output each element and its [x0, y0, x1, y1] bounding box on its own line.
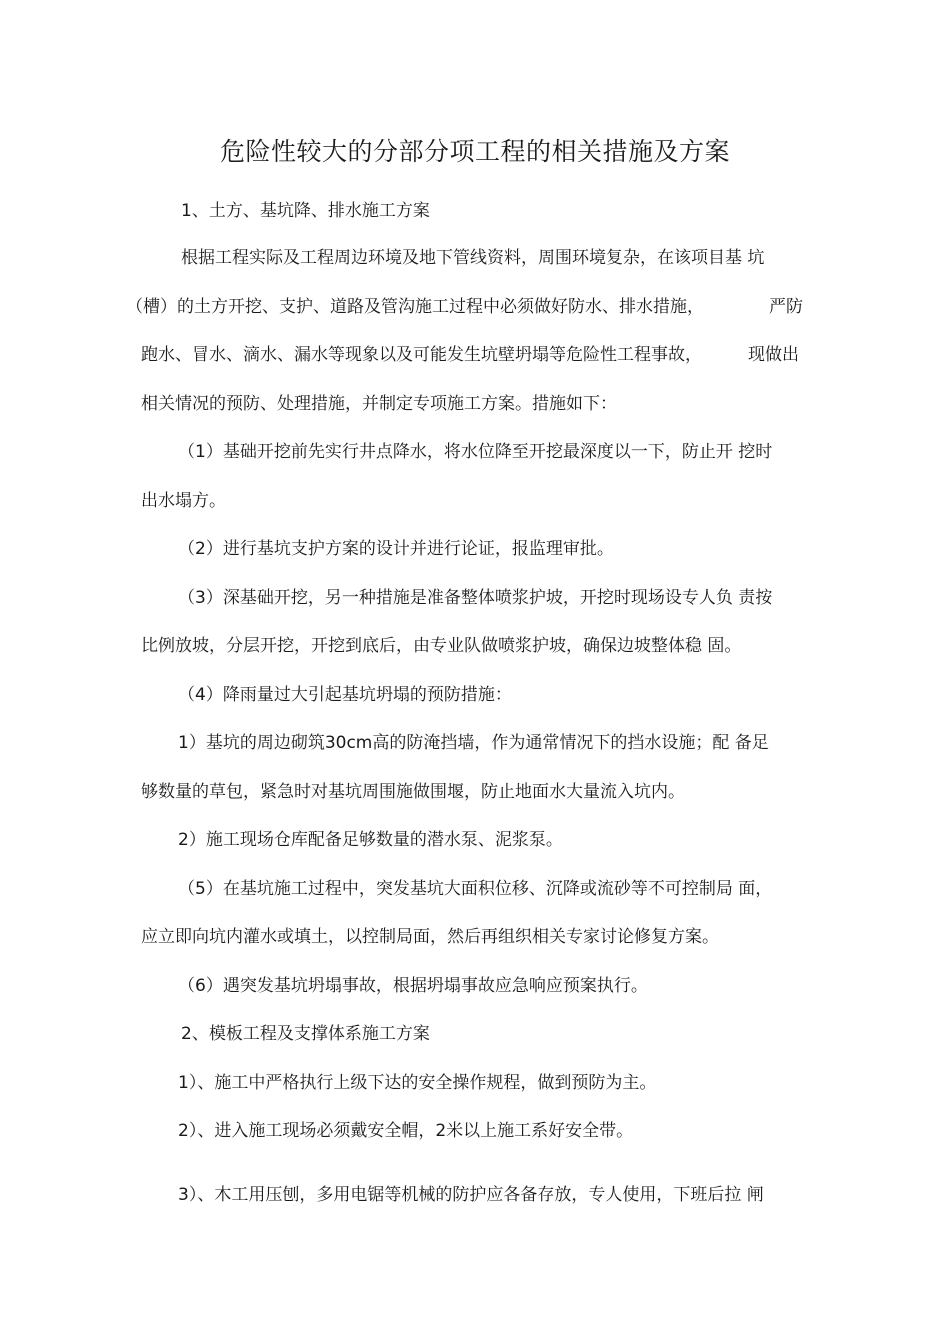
text-line: （6）遇突发基坑坍塌事故，根据坍塌事故应急响应预案执行。 [178, 976, 648, 996]
text-line: 够数量的草包，紧急时对基坑周围施做围堰，防止地面水大量流入坑内。 [141, 782, 685, 802]
section-heading [0, 1019, 950, 1049]
paragraph-line [0, 534, 950, 564]
text-line: （2）进行基坑支护方案的设计并进行论证，报监理审批。 [178, 539, 614, 559]
paragraph-line [0, 243, 950, 273]
paragraph-line [0, 437, 950, 467]
text-line: 比例放坡，分层开挖，开挖到底后，由专业队做喷浆护坡，确保边坡整体稳 固。 [141, 636, 742, 656]
text-line: （5）在基坑施工过程中，突发基坑大面积位移、沉降或流砂等不可控制局 面， [178, 879, 773, 899]
document-title: 危险性较大的分部分项工程的相关措施及方案 [219, 137, 730, 166]
paragraph-line [0, 728, 950, 758]
paragraph-line [0, 486, 950, 516]
paragraph-line [0, 922, 950, 952]
paragraph-line [0, 340, 950, 370]
paragraph-line [0, 1180, 950, 1210]
text-line: 出水塌方。 [141, 491, 226, 511]
paragraph-line [0, 825, 950, 855]
text-line: 2）、进入施工现场必须戴安全帽，2米以上施工系好安全带。 [178, 1121, 634, 1141]
text-line: 相关情况的预防、处理措施，并制定专项施工方案。措施如下： [141, 394, 617, 414]
text-line: （4）降雨量过大引起基坑坍塌的预防措施： [178, 685, 512, 705]
paragraph-line [0, 389, 950, 419]
text-line: 跑水、冒水、滴水、漏水等现象以及可能发生坑壁坍塌等危险性工程事故， [141, 345, 702, 365]
paragraph-line [0, 1116, 950, 1146]
text-line: 3）、木工用压刨，多用电锯等机械的防护应各备存放，专人使用，下班后拉 闸 [178, 1185, 764, 1205]
paragraph-line [0, 777, 950, 807]
text-line: 根据工程实际及工程周边环境及地下管线资料，周围环境复杂，在该项目基 坑 [181, 248, 765, 268]
paragraph-line [0, 631, 950, 661]
paragraph-line [0, 680, 950, 710]
text-line: （槽）的土方开挖、支护、道路及管沟施工过程中必须做好防水、排水措施， [126, 297, 704, 317]
paragraph-line [0, 583, 950, 613]
paragraph-line [0, 874, 950, 904]
paragraph-line [0, 1068, 950, 1098]
section-heading [0, 196, 950, 226]
text-line: （1）基础开挖前先实行井点降水，将水位降至开挖最深度以一下，防止开 挖时 [178, 442, 773, 462]
text-line: 1）基坑的周边砌筑30cm高的防淹挡墙，作为通常情况下的挡水设施；配 备足 [178, 733, 769, 753]
text-line: 2）施工现场仓库配备足够数量的潜水泵、泥浆泵。 [178, 830, 563, 850]
paragraph-line [0, 292, 950, 322]
paragraph-line [0, 971, 950, 1001]
text-line: 应立即向坑内灌水或填土，以控制局面，然后再组织相关专家讨论修复方案。 [141, 927, 719, 947]
text-line: （3）深基础开挖，另一种措施是准备整体喷浆护坡，开挖时现场设专人负 责按 [178, 588, 773, 608]
text-line: 1、土方、基坑降、排水施工方案 [181, 201, 430, 221]
text-line: 严防 [769, 297, 803, 317]
text-line: 1）、施工中严格执行上级下达的安全操作规程，做到预防为主。 [178, 1073, 657, 1093]
text-line: 2、模板工程及支撑体系施工方案 [181, 1024, 430, 1044]
text-line: 现做出 [748, 345, 799, 365]
